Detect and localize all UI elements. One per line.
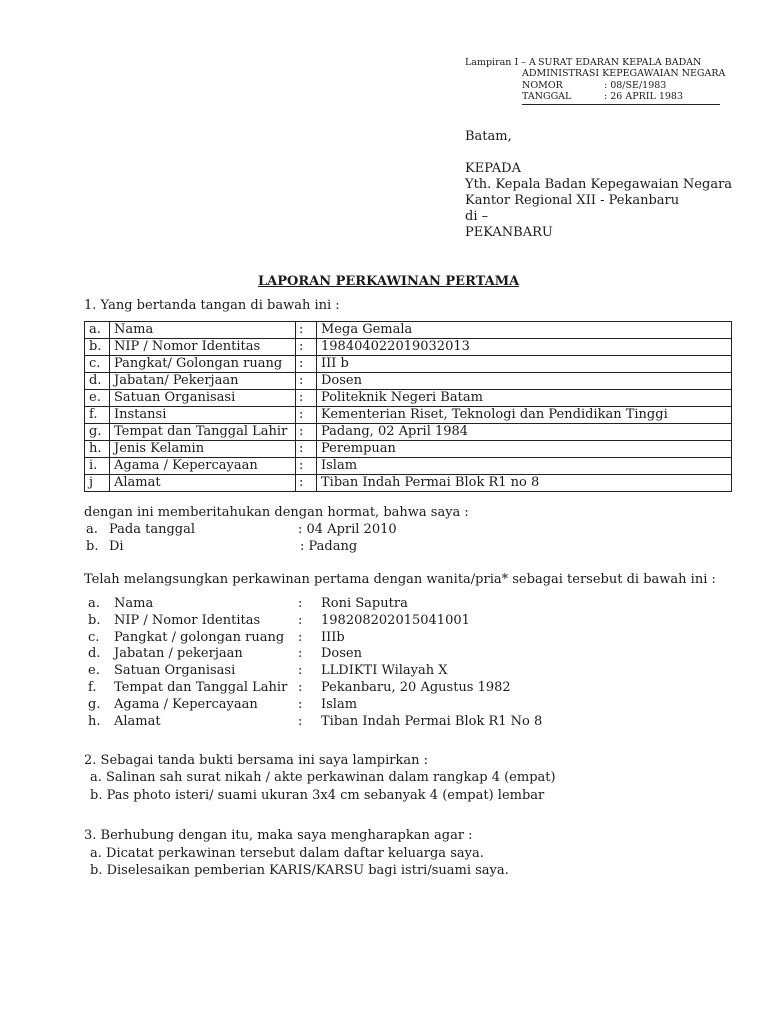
spouse-sep: : — [298, 696, 303, 712]
spouse-value: Roni Saputra — [321, 596, 408, 611]
applicant-label: Agama / Kepercayaan — [110, 458, 296, 475]
spouse-key: e. — [88, 663, 100, 679]
applicant-value: Kementerian Riset, Teknologi dan Pendidikan Tinggi — [317, 407, 732, 424]
applicant-value: Perempuan — [317, 441, 732, 458]
header-lampiran: Lampiran I – A — [465, 57, 536, 68]
applicant-key: h. — [85, 441, 110, 458]
applicant-sep: : — [296, 373, 317, 390]
spouse-key: h. — [88, 713, 101, 729]
applicant-label: NIP / Nomor Identitas — [110, 339, 296, 356]
address-line3: di – — [465, 209, 489, 224]
spouse-value: Pekanbaru, 20 Agustus 1982 — [321, 680, 511, 695]
applicant-key: i. — [85, 458, 110, 475]
spouse-sep: : — [298, 713, 303, 729]
applicant-label: Jenis Kelamin — [110, 441, 296, 458]
document-title: LAPORAN PERKAWINAN PERTAMA — [258, 274, 520, 289]
applicant-row — [85, 356, 732, 373]
spouse-label: Satuan Organisasi — [114, 663, 236, 679]
applicant-label: Jabatan/ Pekerjaan — [110, 373, 296, 390]
applicant-value: III b — [317, 356, 732, 373]
applicant-label: Satuan Organisasi — [110, 390, 296, 407]
spouse-intro: Telah melangsungkan perkawinan pertama dengan wanita/pria* sebagai tersebut di bawah ini : — [84, 572, 716, 587]
spouse-key: f. — [88, 680, 97, 695]
spouse-key: d. — [88, 646, 101, 662]
applicant-row — [85, 339, 732, 356]
spouse-value: LLDIKTI Wilayah X — [321, 663, 448, 679]
notice-a-value: : 04 April 2010 — [298, 522, 397, 537]
section1-intro: 1. Yang bertanda tangan di bawah ini : — [84, 298, 340, 313]
applicant-sep: : — [296, 322, 317, 339]
applicant-row — [85, 441, 732, 458]
applicant-label: Alamat — [110, 475, 296, 492]
spouse-value: Tiban Indah Permai Blok R1 No 8 — [321, 713, 543, 729]
applicant-label: Nama — [110, 322, 296, 339]
spouse-label: Pangkat / golongan ruang — [114, 629, 285, 645]
header-nomor-value: : 08/SE/1983 — [604, 80, 667, 91]
notice-intro: dengan ini memberitahukan dengan hormat, bahwa saya : — [84, 505, 469, 520]
applicant-value: Islam — [317, 458, 732, 475]
header-tanggal-label: TANGGAL — [522, 91, 572, 102]
applicant-row — [85, 373, 732, 390]
address-line4: PEKANBARU — [465, 225, 553, 240]
spouse-key: a. — [88, 596, 100, 611]
address-place: Batam, — [465, 129, 512, 144]
notice-a-label: Pada tanggal — [109, 522, 196, 537]
applicant-value: Politeknik Negeri Batam — [317, 390, 732, 407]
applicant-value: 198404022019032013 — [317, 339, 732, 356]
applicant-row — [85, 424, 732, 441]
address-kepada: KEPADA — [465, 161, 521, 176]
applicant-label: Pangkat/ Golongan ruang — [110, 356, 296, 373]
applicant-value: Dosen — [317, 373, 732, 390]
applicant-sep: : — [296, 458, 317, 475]
spouse-key: g. — [88, 696, 101, 712]
spouse-value: IIIb — [321, 629, 345, 645]
section3-intro: 3. Berhubung dengan itu, maka saya mengharapkan agar : — [84, 828, 473, 843]
spouse-sep: : — [298, 612, 303, 628]
applicant-label: Instansi — [110, 407, 296, 424]
spouse-label: Jabatan / pekerjaan — [114, 646, 243, 662]
applicant-sep: : — [296, 475, 317, 492]
applicant-key: g. — [85, 424, 110, 441]
applicant-label: Tempat dan Tanggal Lahir — [110, 424, 296, 441]
applicant-row — [85, 458, 732, 475]
applicant-row — [85, 322, 732, 339]
applicant-row — [85, 475, 732, 492]
applicant-sep: : — [296, 407, 317, 424]
applicant-key: e. — [85, 390, 110, 407]
applicant-sep: : — [296, 441, 317, 458]
spouse-value: Islam — [321, 696, 358, 712]
notice-b-label: Di — [109, 539, 124, 554]
section2-intro: 2. Sebagai tanda bukti bersama ini saya lampirkan : — [84, 753, 428, 768]
spouse-sep: : — [298, 629, 303, 645]
applicant-key: b. — [85, 339, 110, 356]
header-tanggal-value: : 26 APRIL 1983 — [604, 91, 683, 102]
spouse-value: Dosen — [321, 646, 362, 662]
spouse-label: NIP / Nomor Identitas — [114, 612, 261, 628]
spouse-label: Agama / Kepercayaan — [114, 696, 258, 712]
applicant-key: f. — [85, 407, 110, 424]
spouse-key: b. — [88, 612, 101, 628]
address-line2: Kantor Regional XII - Pekanbaru — [465, 193, 680, 208]
applicant-sep: : — [296, 356, 317, 373]
applicant-key: j — [85, 475, 110, 492]
applicant-key: c. — [85, 356, 110, 373]
applicant-sep: : — [296, 424, 317, 441]
applicant-row — [85, 390, 732, 407]
section3-item-a: a. Dicatat perkawinan tersebut dalam daftar keluarga saya. — [90, 846, 484, 861]
applicant-key: a. — [85, 322, 110, 339]
section2-item-a: a. Salinan sah surat nikah / akte perkawinan dalam rangkap 4 (empat) — [90, 770, 556, 785]
applicant-table — [84, 321, 732, 492]
spouse-sep: : — [298, 680, 303, 695]
section2-item-b: b. Pas photo isteri/ suami ukuran 3x4 cm sebanyak 4 (empat) lembar — [90, 788, 545, 803]
header-underline — [522, 104, 720, 105]
applicant-value: Padang, 02 April 1984 — [317, 424, 732, 441]
applicant-sep: : — [296, 339, 317, 356]
spouse-label: Alamat — [114, 713, 161, 729]
header-line2: ADMINISTRASI KEPEGAWAIAN NEGARA — [522, 68, 726, 79]
applicant-value: Tiban Indah Permai Blok R1 no 8 — [317, 475, 732, 492]
notice-b-key: b. — [86, 539, 99, 554]
spouse-sep: : — [298, 663, 303, 679]
spouse-sep: : — [298, 596, 303, 611]
spouse-value: 198208202015041001 — [321, 612, 470, 628]
spouse-key: c. — [88, 629, 100, 645]
address-line1: Yth. Kepala Badan Kepegawaian Negara — [465, 177, 733, 192]
applicant-value: Mega Gemala — [317, 322, 732, 339]
applicant-row — [85, 407, 732, 424]
header-line1: SURAT EDARAN KEPALA BADAN — [538, 57, 702, 68]
spouse-label: Tempat dan Tanggal Lahir — [114, 680, 288, 695]
applicant-sep: : — [296, 390, 317, 407]
notice-a-key: a. — [86, 522, 98, 537]
spouse-label: Nama — [114, 596, 154, 611]
header-nomor-label: NOMOR — [522, 80, 563, 91]
applicant-key: d. — [85, 373, 110, 390]
section3-item-b: b. Diselesaikan pemberian KARIS/KARSU bagi istri/suami saya. — [90, 863, 509, 878]
notice-b-value: : Padang — [300, 539, 358, 554]
spouse-sep: : — [298, 646, 303, 662]
